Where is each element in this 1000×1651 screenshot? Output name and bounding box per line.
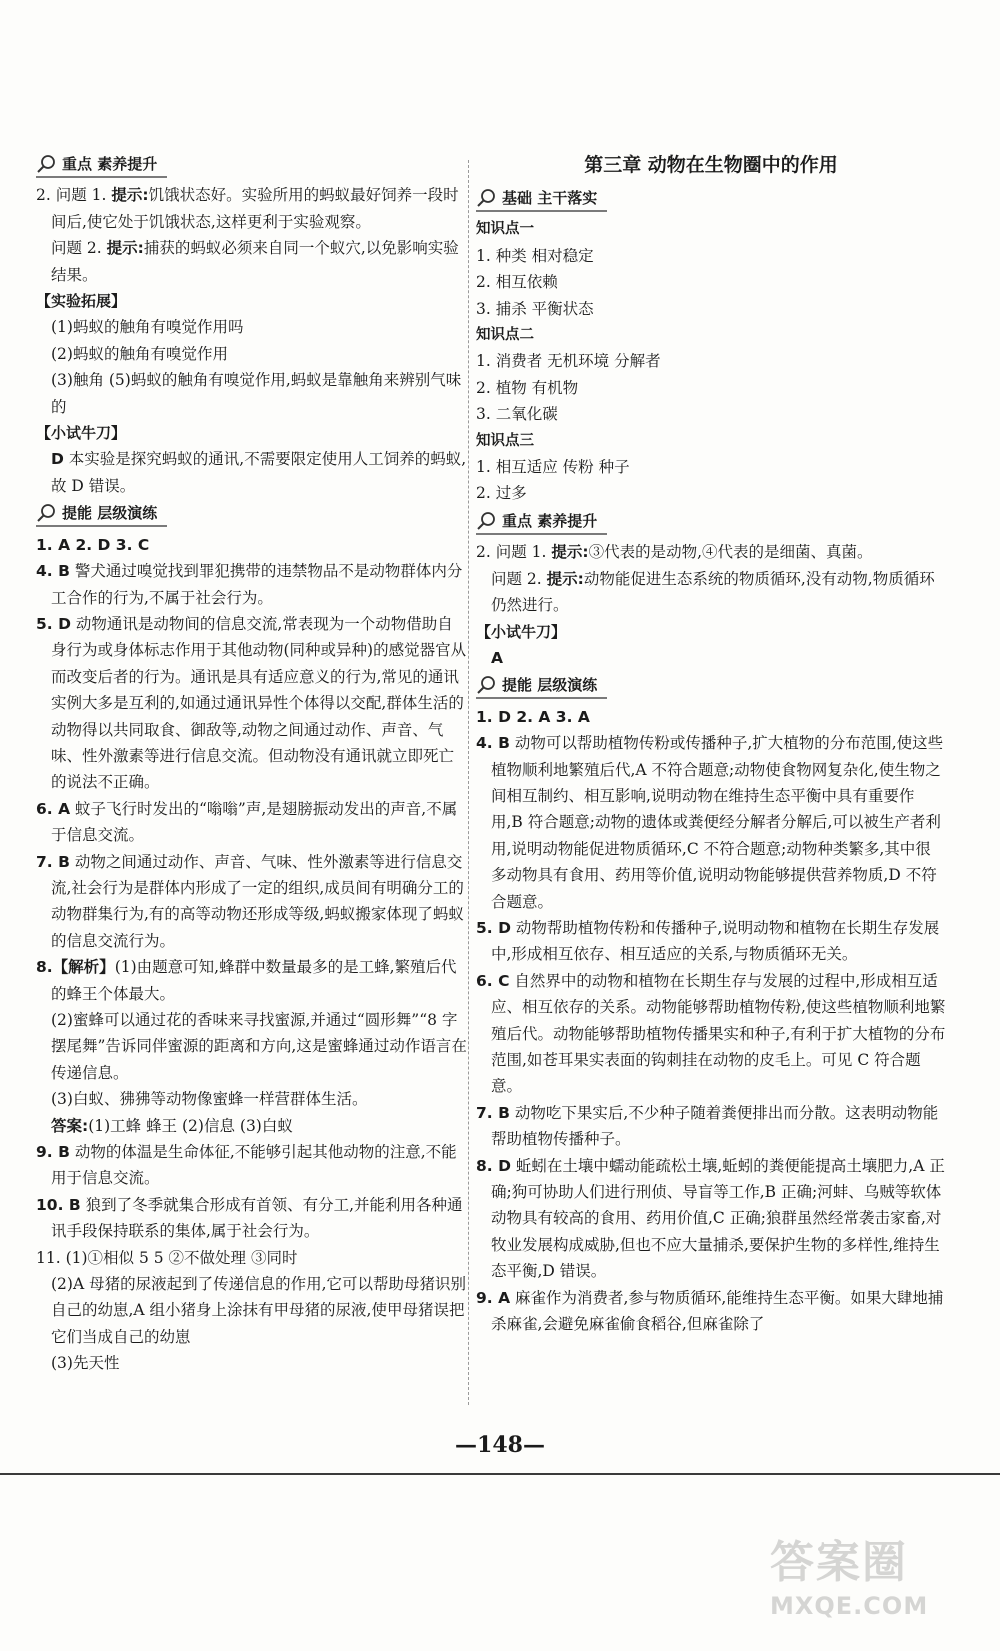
answer-q2-part1: 2. 问题 1. 提示:③代表的是动物,④代表的是细菌、真菌。 <box>476 543 873 562</box>
column-divider <box>468 160 469 1405</box>
magnifier-icon <box>476 188 498 208</box>
watermark-logo <box>770 1535 980 1645</box>
knowledge-point-3-title: 知识点三 <box>476 432 534 449</box>
answer-8-final: 答案:(1)工蜂 蜂王 (2)信息 (3)白蚁 <box>51 1116 293 1135</box>
answer-9: 9. B 动物的体温是生命体征,不能够引起其他动物的注意,不能用于信息交流。 <box>36 1143 457 1188</box>
extension-item: (3)触角 (5)蚂蚁的触角有嗅觉作用,蚂蚁是靠触角来辨别气味的 <box>51 371 462 416</box>
answer-11-part2: (2)A 母猪的尿液起到了传递信息的作用,它可以帮助母猪识别自己的幼崽,A 组小猪身上涂抹有甲母猪的尿液,使甲母猪误把它们当成自己的幼崽 <box>51 1275 467 1346</box>
knowledge-item: 2. 过多 <box>476 484 527 503</box>
answer-5: 5. D 动物通讯是动物间的信息交流,常表现为一个动物借助自身行为或身体标志作用于其他动物(同种或异种)的感觉器官从而改变后者的行为。通讯是具有适应意义的行为,常见的通讯实例大多是互利的,如通过通讯异性个体得以交配,群体生活的动物得以共同取食、御敌等,动物之间通过动作、声音、气味、性外激素等进行信息交流。但动物没有通讯就立即死亡的说法不正确。 <box>36 614 467 792</box>
bottom-rule <box>0 1473 1000 1475</box>
answer-q2-part1: 2. 问题 1. 提示:饥饿状态好。实验所用的蚂蚁最好饲养一段时间后,使它处于饥饿状态,这样更利于实验观察。 <box>36 186 459 231</box>
magnifier-icon <box>36 154 58 174</box>
quick-test-title: 【小试牛刀】 <box>36 424 127 443</box>
magnifier-icon <box>476 675 498 695</box>
page-number: —148— <box>455 1432 545 1458</box>
answers-1-3: 1. D 2. A 3. A <box>476 707 590 726</box>
answer-8-part2: (2)蜜蜂可以通过花的香味来寻找蜜源,并通过“圆形舞”“8 字摆尾舞”告诉同伴蜜源的距离和方向,这是蜜蜂通过动作语言在传递信息。 <box>51 1011 467 1082</box>
answer-11-part3: (3)先天性 <box>51 1354 120 1373</box>
section-header-practice: 提能 层级演练 <box>476 673 607 699</box>
knowledge-item: 3. 二氧化碳 <box>476 405 558 424</box>
answer-4: 4. B 警犬通过嗅觉找到罪犯携带的违禁物品不是动物群体内分工合作的行为,不属于社会行为。 <box>36 562 463 607</box>
answer-11: 11. (1)①相似 5 5 ②不做处理 ③同时 <box>36 1248 298 1267</box>
knowledge-point-2-title: 知识点二 <box>476 327 534 344</box>
answer-7: 7. B 动物吃下果实后,不少种子随着粪便排出而分散。这表明动物能帮助植物传播种子。 <box>476 1103 939 1149</box>
answers-1-3: 1. A 2. D 3. C <box>36 535 150 554</box>
answer-8: 8. D 蚯蚓在土壤中蠕动能疏松土壤,蚯蚓的粪便能提高土壤肥力,A 正确;狗可协助人们进行刑侦、导盲等工作,B 正确;河蚌、乌贼等软体动物具有较高的食用、药用价值,C 正确;狼群虽然经常袭击家畜,对牧业发展构成威胁,但也不应大量捕杀,要保护生物的多样性,维持生态平衡,D 错误。 <box>476 1156 945 1281</box>
knowledge-item: 2. 相互依赖 <box>476 273 558 292</box>
left-column <box>36 150 468 1377</box>
knowledge-item: 1. 种类 相对稳定 <box>476 246 594 265</box>
answer-9: 9. A 麻雀作为消费者,参与物质循环,能维持生态平衡。如果大肆地捕杀麻雀,会避免麻雀偷食稻谷,但麻雀除了 <box>476 1288 944 1334</box>
answer-8-part3: (3)白蚁、狒狒等动物像蜜蜂一样营群体生活。 <box>51 1090 368 1109</box>
knowledge-item: 2. 植物 有机物 <box>476 378 579 397</box>
answer-10: 10. B 狼到了冬季就集合形成有首领、有分工,并能利用各种通讯手段保持联系的集体,属于社会行为。 <box>36 1195 463 1241</box>
watermark-site: MXQE.COM <box>770 1592 929 1620</box>
knowledge-item: 1. 相互适应 传粉 种子 <box>476 458 630 477</box>
knowledge-item: 3. 捕杀 平衡状态 <box>476 299 594 318</box>
answer-8: 8.【解析】(1)由题意可知,蜂群中数量最多的是工蜂,繁殖后代的蜂王个体最大。 <box>36 958 457 1003</box>
section-header-key-points: 重点 素养提升 <box>36 152 167 178</box>
knowledge-point-1-title: 知识点一 <box>476 221 534 238</box>
extension-item: (2)蚂蚁的触角有嗅觉作用 <box>51 344 228 363</box>
answer-q2-part2: 问题 2. 提示:捕获的蚂蚁必须来自同一个蚁穴,以免影响实验结果。 <box>51 239 459 284</box>
quick-test-answer: A <box>491 648 503 667</box>
watermark-text: 答案圈 <box>770 1537 908 1588</box>
quick-test-answer: D 本实验是探究蚂蚁的通讯,不需要限定使用人工饲养的蚂蚁,故 D 错误。 <box>51 450 467 495</box>
section-header-practice: 提能 层级演练 <box>36 501 167 527</box>
answer-5: 5. D 动物帮助植物传粉和传播种子,说明动物和植物在长期生存发展中,形成相互依存、相互适应的关系,与物质循环无关。 <box>476 918 940 964</box>
extension-item: (1)蚂蚁的触角有嗅觉作用吗 <box>51 318 244 337</box>
quick-test-title: 【小试牛刀】 <box>476 622 567 641</box>
section-header-basics: 基础 主干落实 <box>476 186 607 212</box>
knowledge-item: 1. 消费者 无机环境 分解者 <box>476 352 661 371</box>
answer-q2-part2: 问题 2. 提示:动物能促进生态系统的物质循环,没有动物,物质循环仍然进行。 <box>491 569 935 615</box>
answer-4: 4. B 动物可以帮助植物传粉或传播种子,扩大植物的分布范围,使这些植物顺利地繁殖后代,A 不符合题意;动物使食物网复杂化,使生物之间相互制约、相互影响,说明动物在维持生态平衡中具有重要作用,B 符合题意;动物的遗体或粪便经分解者分解后,可以被生产者利用,说明动物能促进物质循环,C 不符合题意;动物种类繁多,其中很多动物具有食用、药用等价值,说明动物能够提供营养物质,D 不符合题意。 <box>476 734 944 911</box>
answer-6: 6. C 自然界中的动物和植物在长期生存与发展的过程中,形成相互适应、相互依存的关系。动物能够帮助植物传粉,使这些植物顺利地繁殖后代。动物能够帮助植物传播果实和种子,有利于扩大植物的分布范围,如苍耳果实表面的钩刺挂在动物的皮毛上。可见 C 符合题意。 <box>476 971 946 1096</box>
right-column <box>476 150 946 1337</box>
section-header-key-points: 重点 素养提升 <box>476 509 607 535</box>
magnifier-icon <box>36 503 58 523</box>
chapter-title: 第三章 动物在生物圈中的作用 <box>584 154 838 176</box>
experiment-extension-title: 【实验拓展】 <box>36 292 127 311</box>
answer-6: 6. A 蚊子飞行时发出的“嗡嗡”声,是翅膀振动发出的声音,不属于信息交流。 <box>36 799 458 845</box>
magnifier-icon <box>476 511 498 531</box>
answer-7: 7. B 动物之间通过动作、声音、气味、性外激素等进行信息交流,社会行为是群体内形成了一定的组织,成员间有明确分工的动物群集行为,有的高等动物还形成等级,蚂蚁搬家体现了蚂蚁的信息交流行为。 <box>36 852 464 950</box>
